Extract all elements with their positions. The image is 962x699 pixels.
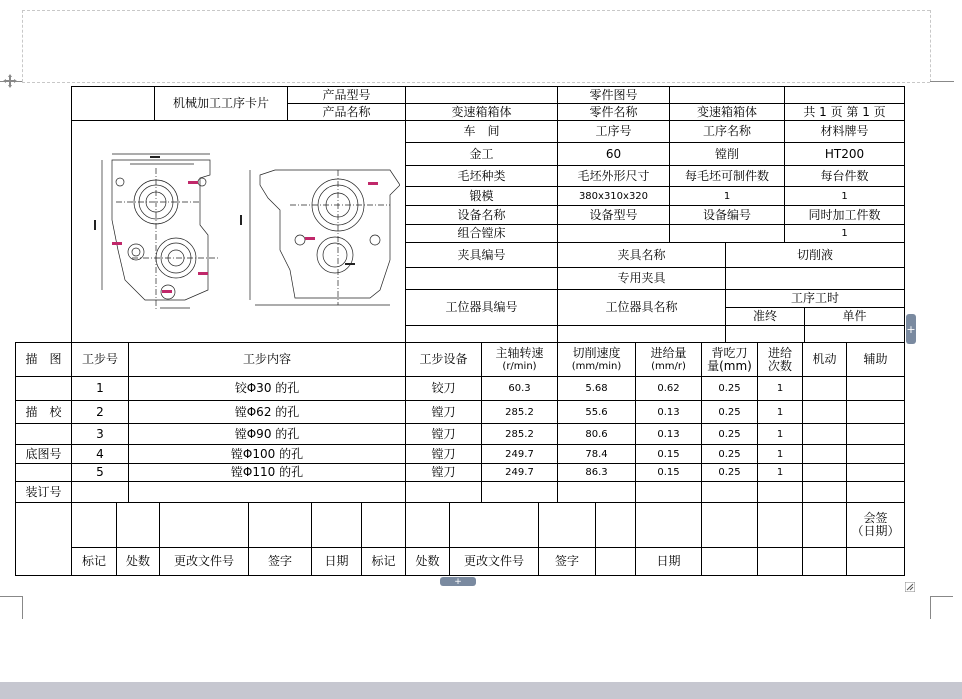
step-no-cell[interactable]: 4: [96, 446, 104, 461]
feed-cell[interactable]: 0.15: [657, 467, 680, 478]
passes-unit: 次数: [767, 358, 792, 373]
step-equipment-cell[interactable]: 镗刀: [431, 446, 456, 461]
per-unit-label: 每台件数: [820, 168, 869, 183]
countersign-cell: [847, 503, 904, 547]
spindle-speed-cell[interactable]: 249.7: [505, 467, 534, 478]
spindle-speed-cell[interactable]: 249.7: [505, 448, 534, 460]
plus-icon: +: [454, 576, 462, 587]
process-no-label: 工序号: [595, 124, 632, 138]
process-name-value[interactable]: 镗削: [714, 146, 739, 161]
page-guide-mid: [22, 82, 930, 83]
feed-cell[interactable]: 0.13: [657, 406, 680, 418]
depth-cell[interactable]: 0.25: [718, 467, 741, 478]
unit-time-label: 单件: [842, 309, 867, 323]
base-drawing-label: 底图号: [25, 446, 62, 461]
equipment-model-label: 设备型号: [589, 207, 638, 222]
blank-size-value[interactable]: 380x310x320: [578, 190, 649, 202]
passes-cell[interactable]: 1: [776, 383, 784, 394]
page-guide-right: [930, 10, 931, 82]
aux-time-header: 辅助: [863, 352, 888, 366]
cutting-speed-cell[interactable]: 86.3: [585, 467, 608, 478]
binding-no-label: 装订号: [25, 484, 62, 499]
crop-mark-bl: [0, 596, 23, 619]
passes-header: [758, 343, 802, 376]
step-no-cell[interactable]: 5: [96, 465, 104, 479]
change-doc-label-2: 更改文件号: [463, 554, 524, 568]
spindle-speed-cell[interactable]: 285.2: [505, 428, 534, 440]
passes-cell[interactable]: 1: [776, 406, 784, 418]
step-no-cell[interactable]: 2: [96, 404, 104, 419]
date-label-1: 日期: [324, 554, 349, 568]
part-drawing-label: 零件图号: [589, 87, 638, 102]
cutting-speed-cell[interactable]: 5.68: [585, 383, 608, 394]
parts-per-blank-value[interactable]: 1: [723, 190, 731, 202]
countersign-date-label: （日期）: [851, 524, 900, 538]
parts-per-blank-label: 每毛坯可制件数: [684, 168, 769, 183]
depth-cell[interactable]: 0.25: [718, 383, 741, 394]
workshop-value[interactable]: 金工: [469, 146, 494, 161]
add-row-handle[interactable]: [440, 577, 476, 586]
step-content-cell[interactable]: 镗Φ62 的孔: [234, 404, 300, 419]
step-equipment-cell[interactable]: 镗刀: [431, 426, 456, 441]
card-title: 机械加工工序卡片: [172, 96, 269, 110]
add-column-handle[interactable]: [906, 314, 916, 344]
process-no-value[interactable]: 60: [605, 146, 622, 161]
count-label-1: 处数: [125, 554, 150, 568]
fixture-name-value[interactable]: 专用夹具: [617, 271, 666, 285]
step-content-cell[interactable]: 镗Φ110 的孔: [230, 465, 304, 479]
depth-cell[interactable]: 0.25: [718, 406, 741, 418]
page-guide-top: [22, 10, 930, 11]
feed-cell[interactable]: 0.13: [657, 428, 680, 440]
step-no-cell[interactable]: 3: [96, 426, 104, 441]
countersign-label: 会签: [863, 511, 888, 525]
spindle-speed-header: [482, 343, 557, 376]
spindle-speed-cell[interactable]: 60.3: [508, 383, 531, 394]
step-content-cell[interactable]: 镗Φ90 的孔: [234, 426, 300, 441]
station-tool-no-label: 工位器具编号: [445, 300, 518, 314]
product-model-label: 产品型号: [322, 87, 371, 102]
equipment-no-label: 设备编号: [702, 207, 751, 222]
step-no-cell[interactable]: 1: [96, 381, 104, 395]
page-count: 共 1 页 第 1 页: [803, 104, 886, 119]
per-unit-value[interactable]: 1: [841, 190, 848, 202]
cutting-speed-label: 切削速度: [572, 345, 621, 360]
depth-header: [702, 343, 757, 376]
part-sketch-drawing: [90, 140, 400, 320]
change-doc-label-1: 更改文件号: [173, 554, 234, 568]
blank-size-label: 毛坯外形尺寸: [577, 168, 650, 183]
passes-label: 进给: [767, 345, 792, 360]
cutting-speed-unit: (mm/min): [571, 360, 622, 372]
cutting-speed-header: [558, 343, 635, 376]
equipment-name-label: 设备名称: [457, 207, 506, 222]
step-equipment-header: 工步设备: [419, 352, 468, 366]
step-equipment-cell[interactable]: 铰刀: [431, 381, 456, 395]
spindle-speed-unit: (r/min): [502, 360, 537, 372]
count-label-2: 处数: [415, 554, 440, 568]
step-content-cell[interactable]: 铰Φ30 的孔: [234, 381, 300, 395]
prep-final-label: 准终: [752, 309, 777, 323]
feed-cell[interactable]: 0.62: [657, 383, 680, 394]
feed-unit: (mm/r): [651, 360, 686, 372]
depth-label: 背吃刀: [711, 345, 748, 360]
feed-cell[interactable]: 0.15: [657, 448, 680, 460]
step-content-header: 工步内容: [242, 352, 291, 366]
simultaneous-label: 同时加工件数: [808, 207, 881, 222]
feed-label: 进给量: [650, 345, 687, 360]
cutting-speed-cell[interactable]: 78.4: [585, 448, 608, 460]
material-label: 材料牌号: [820, 124, 869, 138]
status-bar: [0, 682, 962, 699]
cutting-speed-cell[interactable]: 80.6: [585, 428, 608, 440]
depth-cell[interactable]: 0.25: [718, 448, 741, 460]
product-name-label: 产品名称: [322, 104, 371, 119]
depth-cell[interactable]: 0.25: [718, 428, 741, 440]
plus-icon: +: [906, 322, 916, 336]
material-value[interactable]: HT200: [824, 146, 865, 161]
process-time-label: 工序工时: [790, 291, 839, 305]
passes-cell[interactable]: 1: [776, 467, 784, 478]
mark-label-1: 标记: [81, 554, 106, 568]
step-no-header: 工步号: [81, 352, 118, 366]
machine-time-header: 机动: [812, 352, 837, 366]
move-icon: [3, 74, 17, 88]
process-name-label: 工序名称: [702, 124, 751, 138]
table-move-handle[interactable]: [3, 73, 17, 87]
passes-cell[interactable]: 1: [776, 428, 784, 440]
check-label: 描 校: [25, 404, 62, 419]
drawing-header: 描 图: [25, 352, 62, 366]
page-guide-left: [22, 10, 23, 82]
part-name-value[interactable]: 变速箱箱体: [696, 104, 757, 119]
workshop-label: 车 间: [463, 124, 500, 138]
crop-mark-br: [930, 596, 953, 619]
simultaneous-value[interactable]: 1: [841, 228, 848, 239]
station-tool-name-label: 工位器具名称: [605, 300, 678, 314]
depth-unit: 量(mm): [707, 358, 752, 373]
coolant-label: 切削液: [796, 247, 833, 262]
crop-mark-tr: [930, 81, 954, 82]
feed-header: [636, 343, 701, 376]
blank-type-value[interactable]: 锻模: [469, 188, 494, 203]
resize-icon: [905, 582, 915, 592]
passes-cell[interactable]: 1: [776, 448, 784, 460]
spindle-speed-cell[interactable]: 285.2: [505, 406, 534, 418]
sign-label-2: 签字: [554, 554, 579, 568]
mark-label-2: 标记: [371, 554, 396, 568]
blank-type-label: 毛坯种类: [457, 168, 506, 183]
spindle-speed-label: 主轴转速: [495, 345, 544, 360]
fixture-name-label: 夹具名称: [617, 247, 666, 262]
equipment-name-value[interactable]: 组合镗床: [457, 226, 506, 240]
step-equipment-cell[interactable]: 镗刀: [431, 465, 456, 479]
step-content-cell[interactable]: 镗Φ100 的孔: [230, 446, 304, 461]
date-label-2: 日期: [656, 554, 681, 568]
fixture-no-label: 夹具编号: [457, 247, 506, 262]
cutting-speed-cell[interactable]: 55.6: [585, 406, 608, 418]
sign-label-1: 签字: [267, 554, 292, 568]
part-name-label: 零件名称: [589, 104, 638, 119]
step-equipment-cell[interactable]: 镗刀: [431, 404, 456, 419]
product-name-value[interactable]: 变速箱箱体: [451, 104, 512, 119]
table-resize-handle[interactable]: [905, 577, 915, 587]
